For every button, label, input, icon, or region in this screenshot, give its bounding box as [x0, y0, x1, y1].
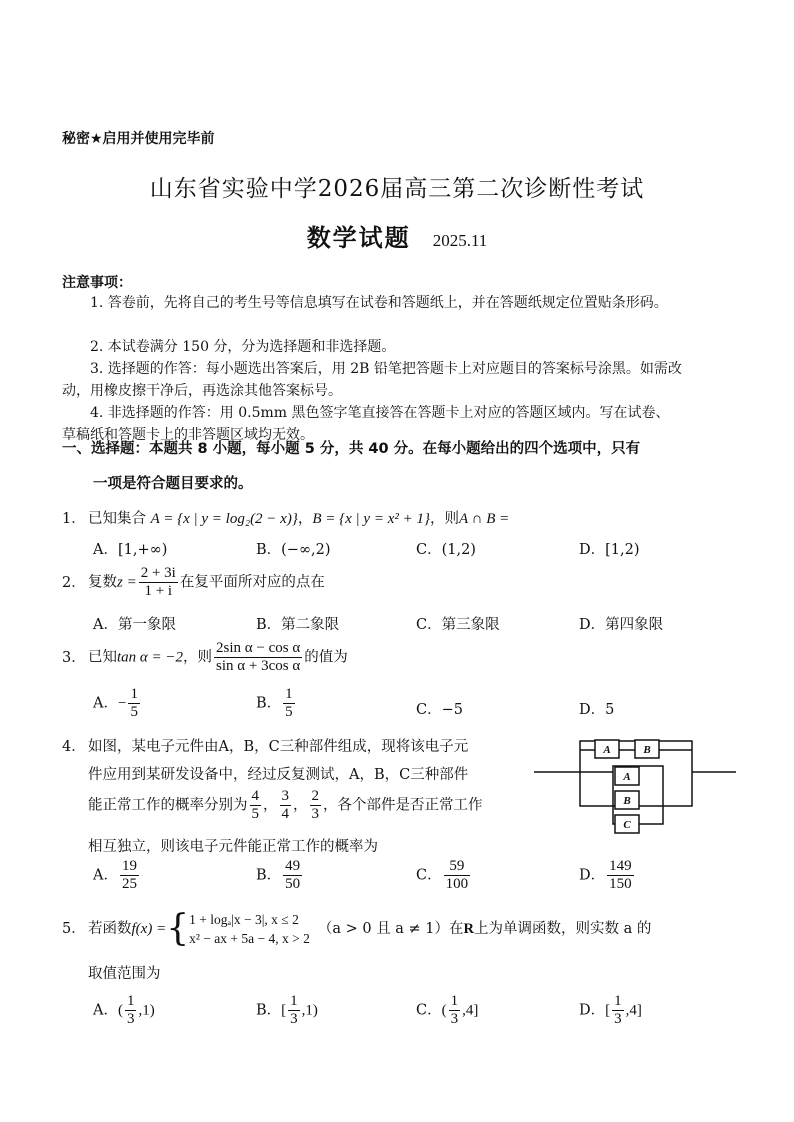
q3-option-c: C．−5 — [416, 702, 463, 718]
circuit-diagram — [532, 732, 738, 842]
q4-prob-b-num: 3 — [281, 788, 289, 804]
q4-option-c-num: 59 — [444, 858, 471, 876]
q2-frac-den: 1 + i — [144, 583, 173, 599]
q5-option-b-frac — [288, 993, 300, 1028]
question-4 — [62, 736, 532, 786]
q4-prob-c-den: 3 — [311, 806, 319, 822]
question-number: 3． — [62, 649, 86, 666]
q1-option-c: C．(1,2) — [416, 542, 476, 558]
q5-option-d-den: 3 — [614, 1011, 622, 1027]
q3-option-a-label: A． — [93, 695, 118, 712]
q5-option-d — [579, 993, 642, 1028]
question-number: 1． — [62, 511, 86, 527]
q4-line-1 — [62, 736, 532, 758]
q4-line-4: 相互独立，则该电子元件能正常工作的概率为 — [88, 839, 378, 855]
q5-option-d-open: [ — [605, 1002, 611, 1019]
q4-option-d-frac — [607, 858, 634, 893]
q4-option-d-num: 149 — [609, 858, 632, 874]
q4-option-d — [579, 858, 636, 893]
q3-option-a — [93, 686, 142, 721]
q4-option-b — [256, 858, 304, 893]
q3-frac-num: 2sin α − cos α — [216, 640, 301, 656]
q4-option-a — [93, 858, 141, 893]
q4-option-b-num: 49 — [285, 858, 301, 874]
notice-item-1 — [62, 292, 682, 314]
q5-option-a — [93, 993, 155, 1028]
q1-expr: A ∩ B = — [458, 511, 510, 527]
q3-option-a-den: 5 — [130, 704, 138, 720]
q4-option-b-den: 50 — [285, 876, 301, 892]
q2-fraction — [139, 565, 178, 600]
q3-option-b — [256, 686, 297, 721]
q2-post: 在复平面所对应的点在 — [179, 574, 325, 591]
q4-line-2: 件应用到某研发设备中，经过反复测试，A，B，C三种部件 — [88, 767, 469, 783]
q5-option-c-den: 3 — [450, 1011, 459, 1027]
q3-fraction — [214, 640, 302, 675]
q5-option-a-close: ,1) — [138, 1002, 155, 1019]
q4-prob-c-num: 2 — [311, 788, 319, 804]
q1-option-d: D．[1,2) — [579, 542, 640, 558]
q2-z: z = — [117, 574, 137, 591]
q4-line-3 — [88, 788, 483, 823]
q4-option-c-label: C． — [416, 867, 442, 884]
q4-line-3-pre: 能正常工作的概率分别为 — [88, 797, 248, 814]
q4-prob-b-den: 4 — [281, 806, 289, 822]
q3-option-a-frac — [128, 686, 140, 721]
q5-piecewise — [189, 910, 310, 948]
q5-option-b-label: B． — [256, 1002, 282, 1019]
q1-post: ，则 — [429, 511, 459, 527]
label-b-top: B — [643, 744, 651, 756]
q4-option-a-num: 19 — [121, 858, 137, 874]
q5-option-b-den: 3 — [290, 1011, 298, 1027]
q5-condition: （a > 0 且 a ≠ 1）在 — [317, 921, 464, 937]
confidential-mark: 秘密★启用并使用完毕前 — [62, 131, 215, 147]
q4-option-b-frac — [283, 858, 302, 893]
q3-text: 已知 — [88, 649, 117, 666]
q4-prob-a-den: 5 — [251, 806, 259, 822]
label-c-bottom: C — [623, 819, 631, 831]
q3-frac-den: sin α + 3cos α — [216, 658, 301, 674]
q3-option-a-sign: − — [117, 695, 127, 712]
q4-option-c-den: 100 — [445, 876, 469, 892]
q5-option-c — [416, 993, 478, 1028]
q5-case-2: x² − ax + 5a − 4, x > 2 — [189, 931, 310, 946]
section-heading: 一、选择题：本题共 8 小题，每小题 5 分，共 40 分。在每小题给出的四个选项中，只有 — [62, 441, 641, 457]
q5-text: 若函数 — [88, 921, 132, 937]
question-2 — [62, 565, 325, 600]
q5-option-d-frac — [612, 993, 624, 1028]
q5-option-b — [256, 993, 318, 1028]
q4-option-b-label: B． — [256, 867, 282, 884]
q4-comma-1: ， — [263, 797, 278, 814]
exam-title: 山东省实验中学2026届高三第二次诊断性考试 — [149, 176, 645, 202]
q4-prob-c — [310, 788, 322, 823]
q4-option-a-frac — [120, 858, 139, 893]
q5-line-2: 取值范围为 — [88, 966, 161, 982]
exam-subtitle — [0, 218, 794, 253]
notice-item-3 — [62, 358, 682, 402]
q1-set-a: A = {x | y = log₂(2 − x)} — [150, 511, 298, 527]
q5-option-a-frac — [125, 993, 137, 1028]
q3-option-b-label: B． — [256, 695, 282, 712]
q4-option-d-den: 150 — [609, 876, 632, 892]
exam-date: 2025.11 — [432, 231, 488, 250]
subject-title: 数学试题 — [306, 224, 411, 252]
q5-option-b-close: ,1) — [301, 1002, 318, 1019]
notice-heading: 注意事项： — [62, 275, 132, 291]
q5-option-d-label: D． — [579, 1002, 606, 1019]
question-number: 4． — [62, 739, 86, 755]
q2-text: 复数 — [88, 574, 117, 591]
question-5 — [62, 910, 651, 948]
q1-text: 已知集合 — [88, 511, 146, 527]
notice-item-3-text: 3. 选择题的作答：每小题选出答案后，用 2B 铅笔把答题卡上对应题目的答案标号涂黑。如需改动，用橡皮擦干净后，再选涂其他答案标号。 — [62, 361, 682, 399]
q1-sep: ， — [297, 511, 313, 527]
q5-post: 上为单调函数，则实数 a 的 — [474, 921, 652, 937]
q4-option-a-den: 25 — [121, 876, 137, 892]
q4-prob-b — [280, 788, 292, 823]
q3-condition: tan α = −2 — [117, 649, 184, 666]
q3-post: 的值为 — [304, 649, 348, 666]
q1-option-a: A．[1,+∞) — [93, 542, 168, 558]
q5-option-d-num: 1 — [614, 993, 622, 1009]
q2-option-b: B．第二象限 — [256, 617, 340, 633]
piecewise-brace: { — [166, 908, 190, 949]
label-a-mid: A — [623, 771, 631, 783]
q4-comma-2: ， — [293, 797, 308, 814]
q5-case-1: 1 + logₐ|x − 3|, x ≤ 2 — [189, 912, 299, 927]
q4-option-d-label: D． — [579, 867, 606, 884]
notice-item-4-text: 4. 非选择题的作答：用 0.5mm 黑色签字笔直接答在答题卡上对应的答题区域内。写在试卷、草稿纸和答题卡上的非答题区域均无效。 — [62, 405, 670, 443]
q5-option-a-num: 1 — [126, 993, 135, 1009]
q5-fx: f(x) = — [131, 921, 167, 937]
question-number: 5． — [62, 921, 86, 937]
q5-option-c-num: 1 — [450, 993, 459, 1009]
q5-real-set: R — [463, 921, 475, 937]
q5-option-c-open: ( — [441, 1002, 447, 1019]
q1-option-b: B．(−∞,2) — [256, 542, 331, 558]
q3-option-b-num: 1 — [285, 686, 293, 702]
q5-option-b-num: 1 — [290, 993, 298, 1009]
q5-option-c-close: ,4] — [462, 1002, 479, 1019]
question-number: 2． — [62, 574, 86, 591]
notice-item-2 — [62, 336, 682, 358]
q4-prob-a — [250, 788, 262, 823]
section-heading-cont: 一项是符合题目要求的。 — [93, 476, 253, 492]
notice-item-2-text: 2. 本试卷满分 150 分，分为选择题和非选择题。 — [90, 339, 396, 355]
q2-option-a: A．第一象限 — [93, 617, 176, 633]
question-1 — [62, 507, 509, 528]
q3-option-b-den: 5 — [285, 704, 293, 720]
q5-option-c-frac — [449, 993, 461, 1028]
q4-option-c — [416, 858, 472, 893]
q4-option-a-label: A． — [93, 867, 118, 884]
q5-option-c-label: C． — [416, 1002, 442, 1019]
q2-option-d: D．第四象限 — [579, 617, 664, 633]
label-b-mid: B — [623, 795, 631, 807]
q5-option-b-open: [ — [281, 1002, 287, 1019]
q4-line-3-post: ，各个部件是否正常工作 — [323, 797, 483, 814]
label-a-top: A — [603, 744, 611, 756]
q4-line-1-text: 如图，某电子元件由A，B，C三种部件组成，现将该电子元 — [88, 739, 469, 755]
q5-option-a-den: 3 — [126, 1011, 135, 1027]
q3-mid: ，则 — [183, 649, 213, 666]
q5-option-a-label: A． — [93, 1002, 118, 1019]
q5-option-d-close: ,4] — [625, 1002, 642, 1019]
q3-option-b-frac — [283, 686, 295, 721]
q5-option-a-open: ( — [117, 1002, 123, 1019]
notice-item-1-text: 1. 答卷前，先将自己的考生号等信息填写在试卷和答题纸上，并在答题纸规定位置贴条形码。 — [90, 295, 668, 311]
q4-prob-a-num: 4 — [251, 788, 259, 804]
question-3 — [62, 640, 348, 675]
q2-option-c: C．第三象限 — [416, 617, 500, 633]
q4-option-c-frac — [444, 858, 471, 893]
q2-frac-num: 2 + 3i — [140, 565, 176, 581]
q1-set-b: B = {x | y = x² + 1} — [312, 511, 430, 527]
q3-option-a-num: 1 — [130, 686, 138, 702]
q3-option-d: D．5 — [579, 702, 615, 718]
